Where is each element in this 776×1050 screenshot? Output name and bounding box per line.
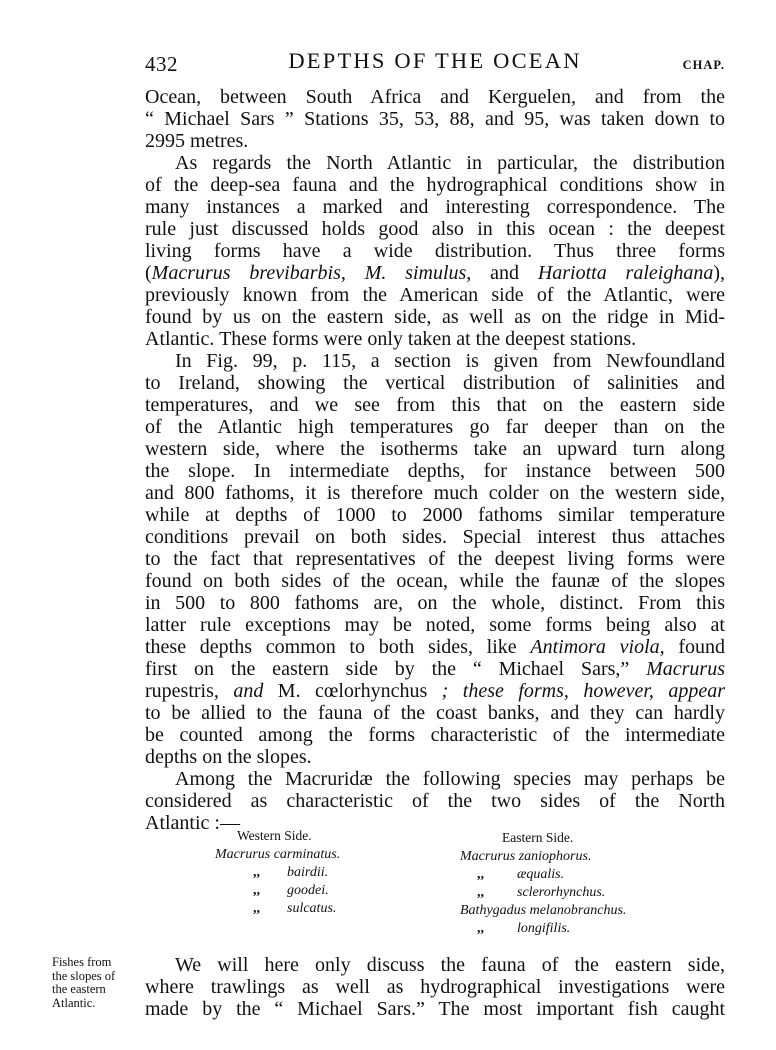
- ditto-mark: ,,: [477, 921, 484, 936]
- text-segment: conditions prevail on both sides. Special interest thus attaches: [145, 526, 725, 548]
- species-name: æqualis.: [517, 867, 565, 882]
- ditto-mark: ,,: [253, 901, 260, 916]
- text-line: [145, 86, 725, 108]
- text-line: [145, 372, 725, 394]
- text-line: [145, 636, 725, 658]
- text-line: [145, 614, 725, 636]
- species-name: Bathygadus melanobranchus.: [460, 903, 627, 918]
- running-header: [145, 48, 725, 80]
- text-segment: to be allied to the fauna of the coast banks, and they can hardly: [145, 702, 725, 724]
- italic-species-name: Macrurus: [646, 658, 725, 680]
- eastern-side-header: Eastern Side.: [502, 830, 574, 845]
- italic-species-name: ; these forms, however, appear: [427, 680, 725, 702]
- margin-note-line: Fishes from: [52, 955, 112, 969]
- text-line: [145, 416, 725, 438]
- text-segment: Ocean, between South Africa and Kerguelen, and from the: [145, 86, 725, 108]
- text-segment: in 500 to 800 fathoms are, on the whole, distinct. From this: [145, 592, 725, 614]
- text-segment: many instances a marked and interesting correspondence. The: [145, 196, 725, 218]
- text-line: [145, 724, 725, 746]
- text-segment: of the Atlantic high temperatures go far deeper than on the: [145, 416, 725, 438]
- ditto-mark: ,,: [477, 867, 484, 882]
- italic-species-name: , and: [213, 680, 278, 702]
- text-segment: to the fact that representatives of the deepest living forms were: [145, 548, 725, 570]
- species-name: Macrurus carminatus.: [215, 847, 341, 862]
- text-line: [145, 306, 725, 328]
- chapter-label: CHAP.: [682, 58, 725, 72]
- text-segment: these depths common to both sides, like: [145, 636, 531, 658]
- text-line: [145, 460, 725, 482]
- text-line: [145, 790, 725, 812]
- ditto-mark: ,,: [253, 883, 260, 898]
- text-line: [145, 548, 725, 570]
- species-name: sclerorhynchus.: [517, 885, 606, 900]
- text-segment: temperatures, and we see from this that on the eastern side: [145, 394, 725, 416]
- text-line: [145, 702, 725, 724]
- margin-note-line: the eastern: [52, 982, 106, 996]
- text-segment: first on the eastern side by the “ Michael Sars,”: [145, 658, 647, 680]
- text-segment: made by the “ Michael Sars.” The most important fish caught: [145, 998, 725, 1020]
- text-segment: found by us on the eastern side, as well as on the ridge in Mid-: [145, 306, 725, 328]
- margin-note-line: Atlantic.: [52, 995, 96, 1010]
- text-line: [145, 108, 725, 130]
- species-name: sulcatus.: [287, 901, 337, 916]
- text-segment: the slope. In intermediate depths, for instance between 500: [145, 460, 725, 482]
- text-segment: rule just discussed holds good also in this ocean : the deepest: [145, 218, 725, 240]
- text-segment: be counted among the forms characteristic of the intermediate: [145, 724, 725, 746]
- species-name: longifilis.: [517, 921, 571, 936]
- text-segment: considered as characteristic of the two sides of the North: [145, 790, 725, 812]
- text-segment: where trawlings as well as hydrographical investigations were: [145, 976, 725, 998]
- text-segment: Among the Macruridæ the following species may perhaps be: [175, 768, 725, 790]
- text-segment: We will here only discuss the fauna of the eastern side,: [175, 954, 725, 976]
- text-segment: latter rule exceptions may be noted, some forms being also at: [145, 614, 725, 636]
- text-line: [145, 174, 725, 196]
- text-segment: western side, where the isotherms take an upward turn along: [145, 438, 725, 460]
- text-segment: , and: [466, 262, 538, 284]
- ditto-mark: ,,: [477, 885, 484, 900]
- running-title: DEPTHS OF THE OCEAN: [288, 48, 582, 73]
- text-line: [145, 482, 725, 504]
- text-line: [145, 328, 725, 350]
- italic-species-name: M. simulus: [364, 262, 467, 284]
- text-segment: previously known from the American side of the Atlantic, were: [145, 284, 725, 306]
- margin-note: [52, 956, 144, 1010]
- text-line: [145, 262, 725, 284]
- species-table: [200, 828, 680, 938]
- text-line: [175, 768, 725, 790]
- text-segment: ,: [340, 262, 365, 284]
- text-segment: living forms have a wide distribution. Thus three forms: [145, 240, 725, 262]
- text-segment: As regards the North Atlantic in particular, the distribution: [175, 152, 725, 174]
- text-line: [175, 152, 725, 174]
- margin-note-line: the slopes of: [52, 968, 116, 983]
- text-line: [145, 592, 725, 614]
- italic-species-name: Antimora viola: [530, 636, 660, 658]
- text-line: [175, 350, 725, 372]
- italic-species-name: Macrurus brevibarbis: [151, 262, 341, 284]
- text-line: [145, 196, 725, 218]
- text-segment: while at depths of 1000 to 2000 fathoms similar temperature: [145, 504, 725, 526]
- text-segment: found on both sides of the ocean, while the faunæ of the slopes: [145, 570, 725, 592]
- text-line: [145, 394, 725, 416]
- text-line: [145, 570, 725, 592]
- text-segment: 2995 metres.: [145, 130, 249, 152]
- text-line: [145, 680, 725, 702]
- text-segment: rupestris: [145, 680, 214, 702]
- text-segment: M. cœlorhynchus: [277, 680, 428, 702]
- species-name: Macrurus zaniophorus.: [460, 849, 592, 864]
- text-segment: to Ireland, showing the vertical distribution of salinities and: [145, 372, 725, 394]
- text-line: [145, 284, 725, 306]
- page-number: 432: [145, 52, 178, 76]
- text-segment: and 800 fathoms, it is therefore much colder on the western side,: [145, 482, 725, 504]
- text-line: [145, 130, 725, 152]
- text-segment: Atlantic. These forms were only taken at the deepest stations.: [145, 328, 637, 350]
- text-segment: (: [145, 262, 152, 284]
- text-line: [145, 998, 725, 1020]
- text-line: [145, 746, 725, 768]
- italic-species-name: Hariotta raleighana: [537, 262, 714, 284]
- text-line: [145, 218, 725, 240]
- text-line: [145, 526, 725, 548]
- species-name: bairdii.: [287, 865, 329, 880]
- text-segment: “ Michael Sars ” Stations 35, 53, 88, and 95, was taken down to: [145, 108, 725, 130]
- western-side-header: Western Side.: [237, 828, 312, 843]
- text-segment: , found: [659, 636, 726, 658]
- text-segment: of the deep-sea fauna and the hydrographical conditions show in: [145, 174, 725, 196]
- text-segment: depths on the slopes.: [145, 746, 312, 768]
- ditto-mark: ,,: [253, 865, 260, 880]
- text-line: [145, 240, 725, 262]
- text-line: [175, 954, 725, 976]
- text-line: [145, 504, 725, 526]
- species-name: goodei.: [287, 883, 329, 898]
- text-segment: ),: [713, 262, 725, 284]
- text-line: [145, 438, 725, 460]
- text-segment: Atlantic :—: [145, 812, 240, 834]
- text-segment: In Fig. 99, p. 115, a section is given from Newfoundland: [175, 350, 725, 372]
- text-line: [145, 658, 725, 680]
- text-line: [145, 976, 725, 998]
